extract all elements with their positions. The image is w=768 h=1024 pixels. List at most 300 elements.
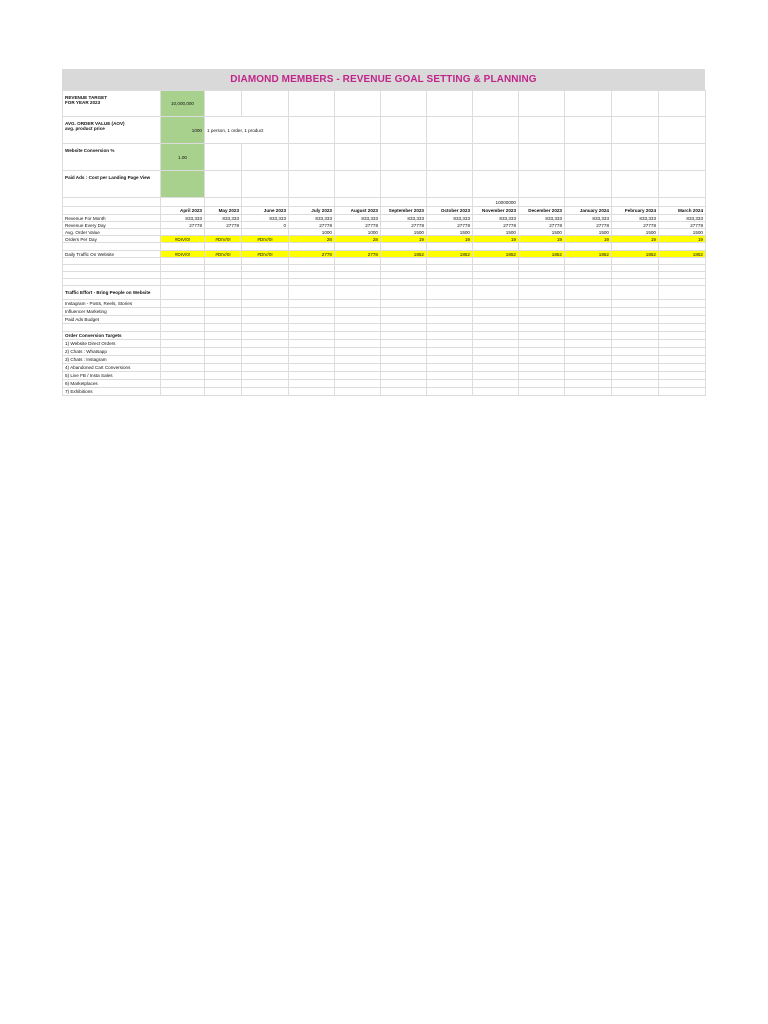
- row-value[interactable]: 1500: [612, 229, 659, 236]
- row-value[interactable]: 833,333: [381, 215, 427, 222]
- grid-cell[interactable]: [335, 380, 381, 388]
- grid-cell[interactable]: [161, 356, 205, 364]
- grid-cell[interactable]: [381, 372, 427, 380]
- row-value[interactable]: 27778: [205, 222, 242, 229]
- row-value[interactable]: 1000: [335, 229, 381, 236]
- grid-cell[interactable]: [289, 258, 335, 265]
- grid-cell[interactable]: [161, 316, 205, 324]
- grid-cell[interactable]: [381, 308, 427, 316]
- grid-cell[interactable]: [473, 316, 519, 324]
- grid-cell[interactable]: [289, 316, 335, 324]
- grid-cell[interactable]: [161, 332, 205, 340]
- grid-cell[interactable]: [161, 348, 205, 356]
- grid-cell[interactable]: [289, 372, 335, 380]
- grid-cell[interactable]: [205, 91, 242, 117]
- grid-cell[interactable]: [519, 300, 565, 308]
- grid-cell[interactable]: [242, 243, 289, 251]
- grid-cell[interactable]: [427, 388, 473, 396]
- grid-cell[interactable]: [289, 171, 335, 198]
- grid-cell[interactable]: [242, 324, 289, 332]
- row-value[interactable]: 19: [473, 236, 519, 243]
- grid-cell[interactable]: [427, 380, 473, 388]
- grid-cell[interactable]: [565, 380, 612, 388]
- grid-cell[interactable]: [427, 265, 473, 272]
- grid-cell[interactable]: [335, 91, 381, 117]
- grid-cell[interactable]: [161, 286, 205, 300]
- grid-cell[interactable]: [427, 364, 473, 372]
- grid-cell[interactable]: [612, 117, 659, 144]
- grid-cell[interactable]: [205, 171, 242, 198]
- grid-cell[interactable]: [381, 300, 427, 308]
- grid-cell[interactable]: [473, 372, 519, 380]
- grid-cell[interactable]: [205, 340, 242, 348]
- grid-cell[interactable]: [427, 308, 473, 316]
- grid-cell[interactable]: [519, 171, 565, 198]
- grid-cell[interactable]: [519, 348, 565, 356]
- grid-cell[interactable]: [289, 380, 335, 388]
- grid-cell[interactable]: [335, 171, 381, 198]
- row-value[interactable]: 27778: [161, 222, 205, 229]
- grid-cell[interactable]: [519, 388, 565, 396]
- grid-cell[interactable]: [242, 91, 289, 117]
- grid-cell[interactable]: [659, 279, 706, 286]
- grid-cell[interactable]: [565, 372, 612, 380]
- row-value[interactable]: [242, 229, 289, 236]
- grid-cell[interactable]: [519, 258, 565, 265]
- row-value[interactable]: 833,333: [205, 215, 242, 222]
- grid-cell[interactable]: [161, 258, 205, 265]
- grid-cell[interactable]: [242, 272, 289, 279]
- grid-cell[interactable]: [659, 348, 706, 356]
- grid-cell[interactable]: [427, 372, 473, 380]
- grid-cell[interactable]: [427, 243, 473, 251]
- row-value[interactable]: 1852: [427, 251, 473, 258]
- grid-cell[interactable]: [161, 388, 205, 396]
- grid-cell[interactable]: [659, 117, 706, 144]
- grid-cell[interactable]: [242, 332, 289, 340]
- grid-cell[interactable]: [473, 332, 519, 340]
- grid-cell[interactable]: [205, 316, 242, 324]
- row-value[interactable]: 833,333: [335, 215, 381, 222]
- grid-cell[interactable]: [612, 324, 659, 332]
- grid-cell[interactable]: [565, 356, 612, 364]
- grid-cell[interactable]: [289, 332, 335, 340]
- grid-cell[interactable]: [473, 279, 519, 286]
- row-value[interactable]: [161, 229, 205, 236]
- grid-cell[interactable]: [659, 198, 706, 207]
- grid-cell[interactable]: [565, 117, 612, 144]
- grid-cell[interactable]: [205, 324, 242, 332]
- row-value[interactable]: 28: [335, 236, 381, 243]
- grid-cell[interactable]: [659, 243, 706, 251]
- grid-cell[interactable]: [205, 380, 242, 388]
- grid-cell[interactable]: [612, 144, 659, 171]
- row-value[interactable]: #DIV/0!: [161, 251, 205, 258]
- grid-cell[interactable]: [205, 265, 242, 272]
- grid-cell[interactable]: [473, 171, 519, 198]
- row-value[interactable]: #DIV/0!: [242, 251, 289, 258]
- grid-cell[interactable]: [473, 91, 519, 117]
- grid-cell[interactable]: [242, 171, 289, 198]
- grid-cell[interactable]: [427, 91, 473, 117]
- grid-cell[interactable]: [335, 300, 381, 308]
- row-value[interactable]: 27778: [427, 222, 473, 229]
- grid-cell[interactable]: [289, 265, 335, 272]
- grid-cell[interactable]: [659, 316, 706, 324]
- grid-cell[interactable]: [335, 388, 381, 396]
- grid-cell[interactable]: [427, 324, 473, 332]
- row-value[interactable]: 19: [519, 236, 565, 243]
- grid-cell[interactable]: [612, 243, 659, 251]
- paid-ads-cpv-value[interactable]: [161, 171, 205, 198]
- row-value[interactable]: 27778: [289, 222, 335, 229]
- row-value[interactable]: 27778: [612, 222, 659, 229]
- grid-cell[interactable]: [242, 348, 289, 356]
- grid-cell[interactable]: [473, 380, 519, 388]
- grid-cell[interactable]: [205, 364, 242, 372]
- grid-cell[interactable]: [565, 279, 612, 286]
- grid-cell[interactable]: [519, 91, 565, 117]
- grid-cell[interactable]: [161, 300, 205, 308]
- grid-cell[interactable]: [242, 286, 289, 300]
- grid-cell[interactable]: [473, 265, 519, 272]
- grid-cell[interactable]: [289, 340, 335, 348]
- grid-cell[interactable]: [335, 316, 381, 324]
- grid-cell[interactable]: [612, 332, 659, 340]
- grid-cell[interactable]: [289, 198, 335, 207]
- grid-cell[interactable]: [161, 279, 205, 286]
- grid-cell[interactable]: [612, 279, 659, 286]
- row-value[interactable]: [205, 229, 242, 236]
- grid-cell[interactable]: [205, 198, 242, 207]
- grid-cell[interactable]: [381, 171, 427, 198]
- grid-cell[interactable]: [659, 308, 706, 316]
- grid-cell[interactable]: [335, 117, 381, 144]
- grid-cell[interactable]: [205, 308, 242, 316]
- row-value[interactable]: 1852: [519, 251, 565, 258]
- grid-cell[interactable]: [161, 272, 205, 279]
- grid-cell[interactable]: [289, 272, 335, 279]
- grid-cell[interactable]: [381, 380, 427, 388]
- row-value[interactable]: 27778: [473, 222, 519, 229]
- grid-cell[interactable]: [381, 243, 427, 251]
- row-value[interactable]: 0: [242, 222, 289, 229]
- grid-cell[interactable]: [612, 308, 659, 316]
- grid-cell[interactable]: [289, 324, 335, 332]
- grid-cell[interactable]: [427, 340, 473, 348]
- row-value[interactable]: 1852: [565, 251, 612, 258]
- grid-cell[interactable]: [612, 340, 659, 348]
- grid-cell[interactable]: [473, 286, 519, 300]
- grid-cell[interactable]: [335, 348, 381, 356]
- aov-value[interactable]: 1000: [161, 117, 205, 144]
- grid-cell[interactable]: [612, 272, 659, 279]
- row-value[interactable]: 19: [612, 236, 659, 243]
- row-value[interactable]: 19: [659, 236, 706, 243]
- grid-cell[interactable]: [565, 243, 612, 251]
- grid-cell[interactable]: [242, 316, 289, 324]
- grid-cell[interactable]: [519, 265, 565, 272]
- grid-cell[interactable]: [565, 272, 612, 279]
- row-value[interactable]: 1500: [565, 229, 612, 236]
- grid-cell[interactable]: [565, 198, 612, 207]
- grid-cell[interactable]: [612, 348, 659, 356]
- grid-cell[interactable]: [161, 243, 205, 251]
- grid-cell[interactable]: [659, 171, 706, 198]
- grid-cell[interactable]: [381, 258, 427, 265]
- row-value[interactable]: 1852: [612, 251, 659, 258]
- grid-cell[interactable]: [519, 286, 565, 300]
- grid-cell[interactable]: [63, 324, 161, 332]
- row-value[interactable]: #DIV/0!: [161, 236, 205, 243]
- grid-cell[interactable]: [473, 364, 519, 372]
- grid-cell[interactable]: [427, 198, 473, 207]
- grid-cell[interactable]: [473, 356, 519, 364]
- grid-cell[interactable]: [519, 372, 565, 380]
- grid-cell[interactable]: [161, 308, 205, 316]
- grid-cell[interactable]: [427, 356, 473, 364]
- grid-cell[interactable]: [519, 279, 565, 286]
- row-value[interactable]: 833,333: [289, 215, 335, 222]
- grid-cell[interactable]: [381, 117, 427, 144]
- grid-cell[interactable]: [381, 272, 427, 279]
- grid-cell[interactable]: [242, 340, 289, 348]
- grid-cell[interactable]: [473, 324, 519, 332]
- grid-cell[interactable]: [205, 286, 242, 300]
- grid-cell[interactable]: [381, 356, 427, 364]
- grid-cell[interactable]: [242, 265, 289, 272]
- grid-cell[interactable]: [565, 265, 612, 272]
- grid-cell[interactable]: [565, 316, 612, 324]
- grid-cell[interactable]: [381, 324, 427, 332]
- conversion-value[interactable]: 1.00: [161, 144, 205, 171]
- grid-cell[interactable]: [63, 198, 161, 207]
- grid-cell[interactable]: [519, 380, 565, 388]
- grid-cell[interactable]: [473, 348, 519, 356]
- row-value[interactable]: 833,333: [519, 215, 565, 222]
- grid-cell[interactable]: [205, 332, 242, 340]
- grid-cell[interactable]: [612, 372, 659, 380]
- grid-cell[interactable]: [565, 388, 612, 396]
- row-value[interactable]: 19: [381, 236, 427, 243]
- row-value[interactable]: #DIV/0!: [205, 251, 242, 258]
- grid-cell[interactable]: [381, 316, 427, 324]
- grid-cell[interactable]: [161, 198, 205, 207]
- row-value[interactable]: 833,333: [659, 215, 706, 222]
- grid-cell[interactable]: [381, 279, 427, 286]
- grid-cell[interactable]: [63, 272, 161, 279]
- row-value[interactable]: 27778: [335, 222, 381, 229]
- grid-cell[interactable]: [659, 258, 706, 265]
- grid-cell[interactable]: [519, 324, 565, 332]
- grid-cell[interactable]: [565, 286, 612, 300]
- grid-cell[interactable]: [473, 308, 519, 316]
- row-value[interactable]: 1000: [289, 229, 335, 236]
- grid-cell[interactable]: [565, 348, 612, 356]
- grid-cell[interactable]: [427, 144, 473, 171]
- grid-cell[interactable]: [427, 348, 473, 356]
- grid-cell[interactable]: [427, 300, 473, 308]
- row-value[interactable]: 28: [289, 236, 335, 243]
- grid-cell[interactable]: [519, 144, 565, 171]
- row-value[interactable]: 1500: [427, 229, 473, 236]
- grid-cell[interactable]: [335, 332, 381, 340]
- grid-cell[interactable]: [242, 364, 289, 372]
- grid-cell[interactable]: [242, 388, 289, 396]
- row-value[interactable]: 833,333: [242, 215, 289, 222]
- grid-cell[interactable]: [335, 265, 381, 272]
- grid-cell[interactable]: [473, 388, 519, 396]
- grid-cell[interactable]: [659, 286, 706, 300]
- grid-cell[interactable]: [205, 279, 242, 286]
- row-value[interactable]: 19: [427, 236, 473, 243]
- row-value[interactable]: 1500: [519, 229, 565, 236]
- grid-cell[interactable]: [161, 340, 205, 348]
- grid-cell[interactable]: [205, 356, 242, 364]
- grid-cell[interactable]: [381, 340, 427, 348]
- grid-cell[interactable]: [659, 372, 706, 380]
- grid-cell[interactable]: [242, 198, 289, 207]
- grid-cell[interactable]: [659, 91, 706, 117]
- row-value[interactable]: 1852: [473, 251, 519, 258]
- grid-cell[interactable]: [381, 332, 427, 340]
- grid-cell[interactable]: [242, 356, 289, 364]
- grid-cell[interactable]: [565, 91, 612, 117]
- row-value[interactable]: 2778: [335, 251, 381, 258]
- grid-cell[interactable]: [289, 308, 335, 316]
- grid-cell[interactable]: [612, 91, 659, 117]
- grid-cell[interactable]: [519, 364, 565, 372]
- grid-cell[interactable]: [612, 356, 659, 364]
- grid-cell[interactable]: [63, 258, 161, 265]
- grid-cell[interactable]: [473, 340, 519, 348]
- grid-cell[interactable]: [473, 117, 519, 144]
- grid-cell[interactable]: [289, 279, 335, 286]
- grid-cell[interactable]: [335, 144, 381, 171]
- grid-cell[interactable]: [289, 286, 335, 300]
- grid-cell[interactable]: [63, 279, 161, 286]
- grid-cell[interactable]: [289, 348, 335, 356]
- grid-cell[interactable]: [289, 144, 335, 171]
- row-value[interactable]: #DIV/0!: [242, 236, 289, 243]
- grid-cell[interactable]: [335, 279, 381, 286]
- grid-cell[interactable]: [427, 272, 473, 279]
- row-value[interactable]: 27778: [565, 222, 612, 229]
- grid-cell[interactable]: [289, 364, 335, 372]
- grid-cell[interactable]: [242, 372, 289, 380]
- grid-cell[interactable]: [473, 144, 519, 171]
- grid-cell[interactable]: [612, 364, 659, 372]
- grid-cell[interactable]: [335, 340, 381, 348]
- grid-cell[interactable]: [473, 272, 519, 279]
- grid-cell[interactable]: [161, 380, 205, 388]
- grid-cell[interactable]: [519, 198, 565, 207]
- grid-cell[interactable]: [659, 324, 706, 332]
- grid-cell[interactable]: [161, 324, 205, 332]
- grid-cell[interactable]: [205, 144, 242, 171]
- grid-cell[interactable]: [565, 171, 612, 198]
- grid-cell[interactable]: [612, 316, 659, 324]
- grid-cell[interactable]: [335, 258, 381, 265]
- grid-cell[interactable]: [335, 272, 381, 279]
- grid-cell[interactable]: [565, 144, 612, 171]
- grid-cell[interactable]: [427, 332, 473, 340]
- row-value[interactable]: #DIV/0!: [205, 236, 242, 243]
- grid-cell[interactable]: [612, 171, 659, 198]
- grid-cell[interactable]: [289, 300, 335, 308]
- grid-cell[interactable]: [381, 364, 427, 372]
- grid-cell[interactable]: [427, 117, 473, 144]
- grid-cell[interactable]: [63, 265, 161, 272]
- grid-cell[interactable]: [242, 279, 289, 286]
- grid-cell[interactable]: [289, 117, 335, 144]
- row-value[interactable]: 1852: [381, 251, 427, 258]
- grid-cell[interactable]: [161, 364, 205, 372]
- grid-cell[interactable]: [473, 300, 519, 308]
- grid-cell[interactable]: [427, 279, 473, 286]
- grid-cell[interactable]: [205, 258, 242, 265]
- grid-cell[interactable]: [242, 380, 289, 388]
- grid-cell[interactable]: [335, 198, 381, 207]
- grid-cell[interactable]: [612, 388, 659, 396]
- row-value[interactable]: 1500: [473, 229, 519, 236]
- grid-cell[interactable]: [335, 324, 381, 332]
- grid-cell[interactable]: [659, 272, 706, 279]
- grid-cell[interactable]: [519, 340, 565, 348]
- grid-cell[interactable]: [612, 258, 659, 265]
- grid-cell[interactable]: [519, 308, 565, 316]
- grid-cell[interactable]: [659, 364, 706, 372]
- grid-cell[interactable]: [519, 316, 565, 324]
- grid-cell[interactable]: [612, 300, 659, 308]
- grid-cell[interactable]: [427, 258, 473, 265]
- row-value[interactable]: 833,333: [161, 215, 205, 222]
- row-value[interactable]: 1500: [659, 229, 706, 236]
- grid-cell[interactable]: [205, 348, 242, 356]
- row-value[interactable]: 19: [565, 236, 612, 243]
- row-value[interactable]: 27778: [381, 222, 427, 229]
- grid-cell[interactable]: [242, 258, 289, 265]
- grid-cell[interactable]: [381, 286, 427, 300]
- grid-cell[interactable]: [519, 243, 565, 251]
- grid-cell[interactable]: [612, 286, 659, 300]
- grid-cell[interactable]: [381, 348, 427, 356]
- grid-cell[interactable]: [565, 300, 612, 308]
- grid-cell[interactable]: [381, 388, 427, 396]
- grid-cell[interactable]: [565, 332, 612, 340]
- grid-cell[interactable]: [427, 171, 473, 198]
- grid-cell[interactable]: [205, 372, 242, 380]
- grid-cell[interactable]: [242, 308, 289, 316]
- grid-cell[interactable]: [659, 388, 706, 396]
- grid-cell[interactable]: [63, 243, 161, 251]
- grid-cell[interactable]: [565, 340, 612, 348]
- grid-cell[interactable]: [335, 364, 381, 372]
- grid-cell[interactable]: [381, 265, 427, 272]
- grid-cell[interactable]: [335, 243, 381, 251]
- row-value[interactable]: 2778: [289, 251, 335, 258]
- grid-cell[interactable]: [659, 300, 706, 308]
- grid-cell[interactable]: [335, 356, 381, 364]
- row-value[interactable]: 1852: [659, 251, 706, 258]
- grid-cell[interactable]: [242, 144, 289, 171]
- grid-cell[interactable]: [381, 91, 427, 117]
- grid-cell[interactable]: [335, 372, 381, 380]
- row-value[interactable]: 27778: [659, 222, 706, 229]
- grid-cell[interactable]: [565, 258, 612, 265]
- grid-cell[interactable]: [519, 332, 565, 340]
- grid-cell[interactable]: [659, 144, 706, 171]
